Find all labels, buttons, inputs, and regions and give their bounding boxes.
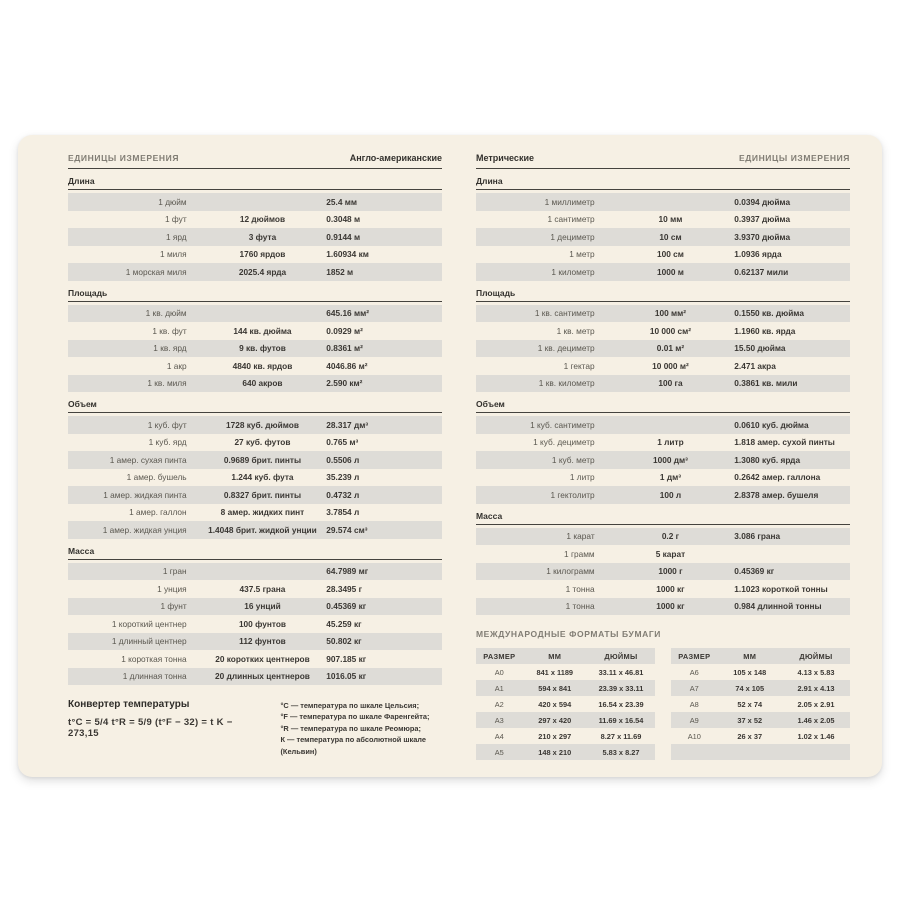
table-cell: 1 дециметр [550, 231, 595, 242]
table-cell: 1.244 куб. фута [231, 472, 294, 483]
table-cell: 2.471 акра [734, 360, 776, 371]
table-cell: 3.9370 дюйма [734, 231, 791, 242]
table-cell: A4 [494, 731, 504, 741]
table-row [68, 650, 442, 668]
table-cell: 1016.05 кг [326, 671, 367, 682]
table-row [476, 211, 850, 229]
table-cell: 9 кв. футов [239, 343, 286, 354]
table-row [476, 712, 655, 728]
table-cell: 1 кв. ярд [153, 343, 187, 354]
table-cell: 1 фут [165, 214, 187, 225]
paper-table-a6-a10 [671, 648, 850, 760]
table-row [68, 263, 442, 281]
table-cell: 1 гектар [563, 360, 595, 371]
conversion-table [68, 416, 442, 539]
table-cell: 1 ярд [165, 231, 187, 242]
table-cell: 594 x 841 [538, 683, 572, 693]
table-cell: 1.1023 короткой тонны [734, 583, 828, 594]
table-cell: 2.8378 амер. бушеля [734, 489, 819, 500]
table-row [476, 680, 655, 696]
table-row [476, 375, 850, 393]
table-cell: 100 фунтов [238, 618, 286, 629]
table-cell: 5 карат [655, 548, 686, 559]
table-cell: 420 x 594 [538, 699, 572, 709]
paper-formats-title: МЕЖДУНАРОДНЫЕ ФОРМАТЫ БУМАГИ [476, 629, 661, 639]
table-cell: 0.3937 дюйма [734, 214, 791, 225]
table-cell: 645.16 мм² [326, 308, 370, 319]
table-row [476, 563, 850, 581]
table-cell: 0.45369 кг [734, 566, 775, 577]
table-cell: 1 амер. бушель [126, 472, 187, 483]
table-cell: 1 кв. километр [538, 378, 595, 389]
table-cell: 35.239 л [326, 472, 360, 483]
table-row [476, 469, 850, 487]
table-cell: 64.7989 мг [326, 566, 369, 577]
table-row [671, 712, 850, 728]
table-cell: 907.185 кг [326, 653, 367, 664]
column-header: ДЮЙМЫ [604, 651, 638, 661]
table-row [68, 416, 442, 434]
table-row [671, 664, 850, 680]
table-cell: 4.13 x 5.83 [797, 667, 835, 677]
table-cell: 1 куб. ярд [148, 437, 187, 448]
table-cell: 100 см [657, 249, 684, 260]
table-row [68, 340, 442, 358]
left-conversion-sections [68, 171, 442, 687]
table-cell: 33.11 x 46.81 [598, 667, 644, 677]
section-title: Масса [476, 506, 850, 525]
table-cell: 1 куб. сантиметр [530, 419, 595, 430]
table-cell: 4840 кв. ярдов [232, 360, 293, 371]
table-cell: 45.259 кг [326, 618, 362, 629]
table-cell: 8.27 x 11.69 [600, 731, 642, 741]
table-cell: A5 [494, 747, 504, 757]
table-cell: 28.3495 г [326, 583, 363, 594]
notebook-spread [18, 135, 882, 777]
table-row [476, 340, 850, 358]
table-cell: 1 литр [569, 472, 595, 483]
paper-table-header-row [671, 648, 850, 664]
table-cell: 20 коротких центнеров [215, 653, 310, 664]
table-cell: 640 акров [242, 378, 283, 389]
table-cell: A2 [494, 699, 504, 709]
table-cell: 1 амер. жидкая унция [102, 524, 187, 535]
table-cell: 210 x 297 [538, 731, 572, 741]
table-cell: A7 [689, 683, 699, 693]
table-cell: 0.62137 мили [734, 266, 789, 277]
table-row [476, 696, 655, 712]
table-row [476, 486, 850, 504]
table-row [671, 696, 850, 712]
table-cell: 437.5 грана [239, 583, 286, 594]
table-cell: A0 [494, 667, 504, 677]
table-cell: 1.3080 куб. ярда [734, 454, 801, 465]
table-cell: 37 x 52 [737, 715, 763, 725]
table-cell: 0.984 длинной тонны [734, 601, 822, 612]
column-header: ММ [743, 651, 757, 661]
table-cell: 1 карат [566, 531, 595, 542]
table-cell: 1 короткая тонна [121, 653, 187, 664]
table-cell: 105 x 148 [733, 667, 767, 677]
table-cell: A6 [689, 667, 699, 677]
table-cell: 2025.4 ярда [238, 266, 287, 277]
table-cell: 16 унций [244, 601, 281, 612]
left-page [68, 153, 442, 777]
temperature-converter-title: Конвертер температуры [68, 699, 190, 710]
table-cell: 1 гран [162, 566, 187, 577]
table-cell: 1 куб. метр [551, 454, 595, 465]
table-cell: 25.4 мм [326, 196, 358, 207]
legend-line-fahrenheit: °F — температура по шкале Фаренгейта; [280, 712, 430, 722]
table-cell: 23.39 x 33.11 [598, 683, 644, 693]
table-cell: 0.0929 м² [326, 325, 363, 336]
table-row [671, 744, 850, 760]
table-cell: 1 амер. галлон [129, 507, 187, 518]
table-cell: A1 [494, 683, 504, 693]
table-cell: 1000 кг [656, 601, 685, 612]
conversion-table [476, 416, 850, 504]
section-title: Объем [68, 394, 442, 413]
table-cell: 1 амер. жидкая пинта [103, 489, 187, 500]
table-row [68, 580, 442, 598]
legend-line-kelvin: К — температура по абсолютной шкале (Кельвин) [280, 735, 427, 756]
table-cell: 100 га [658, 378, 683, 389]
table-cell: 1852 м [326, 266, 354, 277]
table-cell: 1000 кг [656, 583, 685, 594]
table-row [476, 545, 850, 563]
temperature-converter-left [68, 699, 262, 757]
left-page-header [68, 153, 442, 169]
paper-table-a0-a5 [476, 648, 655, 760]
table-cell: 1 килограмм [546, 566, 595, 577]
legend-line-celsius: °C — температура по шкале Цельсия; [280, 701, 420, 710]
conversion-table [68, 193, 442, 281]
table-cell: 0.3048 м [326, 214, 361, 225]
conversion-table [68, 305, 442, 393]
table-cell: 5.83 x 8.27 [602, 747, 640, 757]
table-cell: 1 акр [166, 360, 187, 371]
page-title: ЕДИНИЦЫ ИЗМЕРЕНИЯ [68, 153, 180, 163]
table-cell: 0.8361 м² [326, 343, 363, 354]
table-cell: 100 мм² [654, 308, 687, 319]
section-title: Площадь [476, 283, 850, 302]
table-cell: 3.086 грана [734, 531, 781, 542]
table-cell: 1 кв. миля [147, 378, 187, 389]
table-row [68, 375, 442, 393]
table-cell: 10 см [659, 231, 682, 242]
conversion-table [476, 305, 850, 393]
section-title: Масса [68, 541, 442, 560]
conversion-table [476, 193, 850, 281]
table-cell: 1000 дм³ [652, 454, 688, 465]
table-row [476, 305, 850, 323]
table-row [68, 521, 442, 539]
table-row [476, 664, 655, 680]
table-cell: 1 кв. дециметр [537, 343, 595, 354]
table-cell: 1 дм³ [659, 472, 681, 483]
table-cell: 26 x 37 [737, 731, 763, 741]
table-cell: 841 x 1189 [536, 667, 574, 677]
section-title: Объем [476, 394, 850, 413]
table-cell: 0.8327 брит. пинты [223, 489, 302, 500]
table-cell: 0.765 м³ [326, 437, 359, 448]
table-cell: 3.7854 л [326, 507, 360, 518]
right-conversion-sections [476, 171, 850, 617]
table-cell: 1.46 x 2.05 [797, 715, 835, 725]
table-row [68, 563, 442, 581]
table-cell: 8 амер. жидких пинт [220, 507, 305, 518]
table-cell: 74 x 105 [735, 683, 765, 693]
table-cell: 2.590 км² [326, 378, 363, 389]
table-row [68, 357, 442, 375]
table-cell: 144 кв. дюйма [233, 325, 292, 336]
table-cell: 1 куб. дециметр [533, 437, 595, 448]
page-title: ЕДИНИЦЫ ИЗМЕРЕНИЯ [738, 153, 850, 163]
table-cell: 1 кв. метр [556, 325, 595, 336]
table-cell: 3 фута [248, 231, 277, 242]
temperature-converter [68, 699, 442, 757]
table-cell: 0.1550 кв. дюйма [734, 308, 804, 319]
table-row [476, 357, 850, 375]
table-row [68, 633, 442, 651]
table-cell: 15.50 дюйма [734, 343, 786, 354]
table-cell: A9 [689, 715, 699, 725]
table-cell: 1.1960 кв. ярда [734, 325, 796, 336]
table-cell: 4046.86 м² [326, 360, 368, 371]
table-cell: 28.317 дм³ [326, 419, 369, 430]
table-row [476, 322, 850, 340]
units-system-label: Англо-американские [349, 153, 442, 163]
table-row [476, 416, 850, 434]
table-row [68, 486, 442, 504]
table-cell: 11.69 x 16.54 [598, 715, 644, 725]
table-row [671, 728, 850, 744]
table-cell: 0.0610 куб. дюйма [734, 419, 809, 430]
table-cell: 1760 ярдов [239, 249, 286, 260]
table-cell: 1 грамм [564, 548, 595, 559]
column-header: ДЮЙМЫ [799, 651, 833, 661]
table-cell: 2.05 x 2.91 [797, 699, 835, 709]
table-row [68, 504, 442, 522]
table-cell: 100 л [659, 489, 682, 500]
section-title: Площадь [68, 283, 442, 302]
table-cell: 10 000 см² [649, 325, 692, 336]
table-row [68, 246, 442, 264]
table-cell: 1 тонна [565, 601, 595, 612]
units-system-label: Метрические [476, 153, 534, 163]
table-cell: 1 сантиметр [547, 214, 595, 225]
temperature-formula: t°C = 5/4 t°R = 5/9 (t°F − 32) = t K − 273,15 [68, 717, 233, 739]
table-row [476, 580, 850, 598]
table-cell: 1 литр [657, 437, 684, 448]
table-cell: A8 [689, 699, 699, 709]
table-row [68, 434, 442, 452]
table-cell: 1 гектолитр [550, 489, 595, 500]
table-cell: 1.0936 ярда [734, 249, 782, 260]
table-cell: 1.02 x 1.46 [797, 731, 835, 741]
table-cell: 1 куб. фут [147, 419, 187, 430]
table-row [68, 451, 442, 469]
table-cell: 1 миля [160, 249, 187, 260]
table-cell: 1000 м [657, 266, 684, 277]
table-row [476, 744, 655, 760]
table-row [476, 598, 850, 616]
paper-table-header-row [476, 648, 655, 664]
table-cell: 50.802 кг [326, 636, 362, 647]
table-cell: 2.91 x 4.13 [797, 683, 835, 693]
table-cell: 1.4048 брит. жидкой унции [208, 524, 317, 535]
table-cell: 0.5506 л [326, 454, 360, 465]
table-cell: 29.574 см³ [326, 524, 368, 535]
column-header: РАЗМЕР [678, 651, 711, 661]
table-cell: 1 километр [551, 266, 595, 277]
table-row [68, 193, 442, 211]
table-row [68, 211, 442, 229]
table-cell: 1 длинная тонна [122, 671, 187, 682]
table-row [476, 228, 850, 246]
table-row [671, 680, 850, 696]
table-row [68, 469, 442, 487]
table-row [68, 322, 442, 340]
table-cell: 1 метр [569, 249, 595, 260]
table-cell: 52 x 74 [737, 699, 763, 709]
table-cell: 10 000 м² [652, 360, 689, 371]
table-cell: A10 [687, 731, 701, 741]
table-cell: 148 x 210 [538, 747, 572, 757]
table-cell: 27 куб. футов [234, 437, 291, 448]
right-page-header [476, 153, 850, 169]
table-cell: 1.60934 км [326, 249, 369, 260]
table-cell: 112 фунтов [239, 636, 286, 647]
temperature-scale-legend [280, 699, 442, 757]
table-cell: 0.45369 кг [326, 601, 367, 612]
table-cell: 297 x 420 [538, 715, 572, 725]
table-row [476, 263, 850, 281]
table-cell: 1000 г [658, 566, 683, 577]
table-cell: 1.818 амер. сухой пинты [734, 437, 835, 448]
table-row [68, 598, 442, 616]
table-row [476, 528, 850, 546]
legend-line-reaumur: °R — температура по шкале Реомюра; [280, 723, 421, 733]
table-cell: 1 короткий центнер [111, 618, 187, 629]
conversion-table [476, 528, 850, 616]
table-row [68, 228, 442, 246]
table-cell: 0.4732 л [326, 489, 360, 500]
table-cell: 1728 куб. дюймов [226, 419, 299, 430]
right-page [476, 153, 850, 777]
table-row [476, 728, 655, 744]
table-cell: 16.54 x 23.39 [598, 699, 644, 709]
table-row [476, 451, 850, 469]
table-row [476, 246, 850, 264]
table-cell: 1 кв. дюйм [145, 308, 187, 319]
table-cell: 20 длинных центнеров [215, 671, 310, 682]
table-cell: 0.0394 дюйма [734, 196, 791, 207]
table-row [68, 305, 442, 323]
column-header: РАЗМЕР [483, 651, 516, 661]
paper-formats-tables [476, 648, 850, 760]
table-row [476, 193, 850, 211]
table-cell: 1 длинный центнер [111, 636, 187, 647]
table-cell: 10 мм [658, 214, 683, 225]
table-row [476, 434, 850, 452]
table-cell: 0.9144 м [326, 231, 361, 242]
table-cell: 12 дюймов [239, 214, 286, 225]
section-title: Длина [68, 171, 442, 190]
table-row [68, 668, 442, 686]
table-cell: 0.01 м² [656, 343, 685, 354]
table-cell: 1 морская миля [125, 266, 187, 277]
table-cell: 0.3861 кв. мили [734, 378, 798, 389]
table-cell: 1 фунт [160, 601, 187, 612]
table-cell: 1 кв. сантиметр [534, 308, 595, 319]
table-row [68, 615, 442, 633]
table-cell: 1 миллиметр [544, 196, 595, 207]
table-cell: 0.9689 брит. пинты [223, 454, 302, 465]
section-title: Длина [476, 171, 850, 190]
table-cell: 1 дюйм [158, 196, 187, 207]
table-cell: 1 кв. фут [152, 325, 187, 336]
table-cell: 0.2 г [661, 531, 680, 542]
table-cell: 1 тонна [565, 583, 595, 594]
table-cell: 0.2642 амер. галлона [734, 472, 821, 483]
conversion-table [68, 563, 442, 686]
column-header: ММ [548, 651, 562, 661]
table-cell: A3 [494, 715, 504, 725]
table-cell: 1 амер. сухая пинта [109, 454, 187, 465]
table-cell: 1 унция [157, 583, 187, 594]
